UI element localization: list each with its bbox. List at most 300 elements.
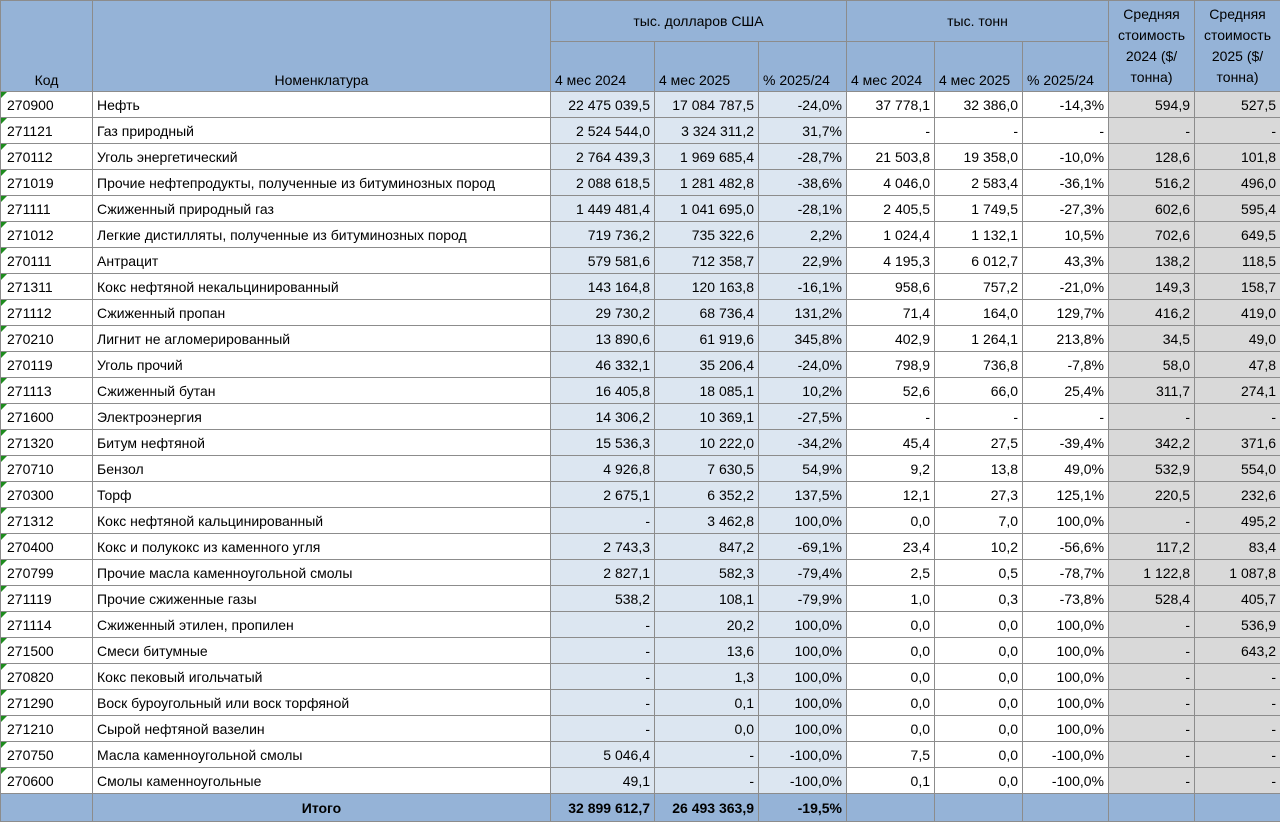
cell-avg-2025[interactable]: 595,4 [1195,196,1280,222]
cell-avg-2025[interactable]: - [1195,742,1280,768]
cell-usd-pct[interactable]: 100,0% [759,716,847,742]
cell-tons-2024[interactable]: 1,0 [847,586,935,612]
cell-tons-pct[interactable]: 49,0% [1023,456,1109,482]
cell-usd-2024[interactable]: - [551,638,655,664]
cell-tons-2024[interactable]: 2,5 [847,560,935,586]
cell-avg-2024[interactable]: 58,0 [1109,352,1195,378]
cell-tons-2024[interactable]: 958,6 [847,274,935,300]
header-tons-pct[interactable]: % 2025/24 [1023,42,1109,92]
cell-avg-2024[interactable]: - [1109,768,1195,794]
cell-name[interactable]: Уголь прочий [93,352,551,378]
cell-usd-2025[interactable]: 61 919,6 [655,326,759,352]
table-row[interactable] [1,456,1280,482]
table-row[interactable] [1,482,1280,508]
cell-code[interactable]: 271600 [1,404,93,430]
cell-tons-2025[interactable]: 164,0 [935,300,1023,326]
cell-usd-2025[interactable]: 68 736,4 [655,300,759,326]
cell-usd-2025[interactable]: - [655,742,759,768]
total-usd-2024[interactable]: 32 899 612,7 [551,794,655,822]
cell-name[interactable]: Сжиженный бутан [93,378,551,404]
cell-avg-2024[interactable]: 1 122,8 [1109,560,1195,586]
header-usd-2025[interactable]: 4 мес 2025 [655,42,759,92]
cell-tons-pct[interactable]: -21,0% [1023,274,1109,300]
cell-avg-2025[interactable]: - [1195,768,1280,794]
cell-code[interactable]: 270820 [1,664,93,690]
cell-tons-pct[interactable]: -7,8% [1023,352,1109,378]
cell-usd-2025[interactable]: 0,1 [655,690,759,716]
cell-tons-2025[interactable]: 19 358,0 [935,144,1023,170]
table-row[interactable] [1,742,1280,768]
cell-tons-2024[interactable]: 0,1 [847,768,935,794]
cell-usd-2024[interactable]: - [551,690,655,716]
cell-name[interactable]: Смеси битумные [93,638,551,664]
cell-tons-2024[interactable]: 0,0 [847,716,935,742]
cell-code[interactable]: 271019 [1,170,93,196]
cell-usd-2025[interactable]: 7 630,5 [655,456,759,482]
cell-avg-2025[interactable]: 405,7 [1195,586,1280,612]
table-row[interactable] [1,170,1280,196]
cell-tons-2025[interactable]: - [935,404,1023,430]
cell-usd-2024[interactable]: 4 926,8 [551,456,655,482]
total-tons-pct[interactable] [1023,794,1109,822]
cell-avg-2024[interactable]: - [1109,742,1195,768]
cell-code[interactable]: 270710 [1,456,93,482]
cell-usd-pct[interactable]: 100,0% [759,612,847,638]
cell-tons-2025[interactable]: 66,0 [935,378,1023,404]
cell-name[interactable]: Сырой нефтяной вазелин [93,716,551,742]
cell-tons-pct[interactable]: 100,0% [1023,612,1109,638]
cell-tons-pct[interactable]: -10,0% [1023,144,1109,170]
cell-tons-pct[interactable]: 100,0% [1023,508,1109,534]
header-name[interactable]: Номенклатура [93,1,551,92]
cell-avg-2025[interactable]: 232,6 [1195,482,1280,508]
cell-tons-2025[interactable]: 757,2 [935,274,1023,300]
cell-avg-2025[interactable]: - [1195,664,1280,690]
cell-usd-2024[interactable]: 14 306,2 [551,404,655,430]
cell-usd-2024[interactable]: 5 046,4 [551,742,655,768]
cell-name[interactable]: Сжиженный природный газ [93,196,551,222]
cell-avg-2024[interactable]: - [1109,508,1195,534]
cell-tons-pct[interactable]: 125,1% [1023,482,1109,508]
cell-usd-2025[interactable]: 20,2 [655,612,759,638]
cell-name[interactable]: Газ природный [93,118,551,144]
cell-avg-2025[interactable]: - [1195,716,1280,742]
header-avg-2025[interactable]: Средняя стоимость 2025 ($/тонна) [1195,1,1280,92]
total-tons-2024[interactable] [847,794,935,822]
cell-code[interactable]: 271210 [1,716,93,742]
cell-usd-2025[interactable]: 1 281 482,8 [655,170,759,196]
cell-code[interactable]: 271113 [1,378,93,404]
table-row[interactable] [1,378,1280,404]
cell-code[interactable]: 270600 [1,768,93,794]
cell-tons-2025[interactable]: 13,8 [935,456,1023,482]
cell-tons-pct[interactable]: -100,0% [1023,742,1109,768]
table-row[interactable] [1,144,1280,170]
cell-name[interactable]: Кокс пековый игольчатый [93,664,551,690]
cell-code[interactable]: 270750 [1,742,93,768]
cell-code[interactable]: 271012 [1,222,93,248]
table-row[interactable] [1,638,1280,664]
cell-avg-2025[interactable]: 118,5 [1195,248,1280,274]
table-row[interactable] [1,508,1280,534]
cell-tons-2025[interactable]: 6 012,7 [935,248,1023,274]
cell-code[interactable]: 271121 [1,118,93,144]
cell-usd-pct[interactable]: 31,7% [759,118,847,144]
cell-tons-2024[interactable]: 1 024,4 [847,222,935,248]
cell-tons-2024[interactable]: 0,0 [847,690,935,716]
cell-usd-2025[interactable]: 108,1 [655,586,759,612]
cell-usd-2024[interactable]: 15 536,3 [551,430,655,456]
cell-usd-pct[interactable]: -100,0% [759,768,847,794]
cell-usd-pct[interactable]: 10,2% [759,378,847,404]
header-code[interactable]: Код [1,1,93,92]
header-avg-2024[interactable]: Средняя стоимость 2024 ($/тонна) [1109,1,1195,92]
cell-tons-pct[interactable]: 25,4% [1023,378,1109,404]
cell-tons-2025[interactable]: 27,5 [935,430,1023,456]
cell-usd-pct[interactable]: -24,0% [759,352,847,378]
cell-tons-2024[interactable]: 12,1 [847,482,935,508]
cell-name[interactable]: Торф [93,482,551,508]
cell-tons-2024[interactable]: 402,9 [847,326,935,352]
cell-avg-2025[interactable]: 371,6 [1195,430,1280,456]
cell-tons-2024[interactable]: 52,6 [847,378,935,404]
cell-usd-2024[interactable]: 16 405,8 [551,378,655,404]
cell-tons-pct[interactable]: -27,3% [1023,196,1109,222]
cell-tons-2025[interactable]: 32 386,0 [935,92,1023,118]
cell-avg-2025[interactable]: 554,0 [1195,456,1280,482]
cell-usd-2024[interactable]: - [551,612,655,638]
table-row[interactable] [1,404,1280,430]
cell-name[interactable]: Кокс нефтяной кальцинированный [93,508,551,534]
cell-avg-2025[interactable]: 101,8 [1195,144,1280,170]
cell-name[interactable]: Антрацит [93,248,551,274]
total-code[interactable] [1,794,93,822]
total-row[interactable] [1,794,1280,822]
cell-tons-2025[interactable]: 27,3 [935,482,1023,508]
cell-tons-pct[interactable]: -78,7% [1023,560,1109,586]
cell-tons-2025[interactable]: 7,0 [935,508,1023,534]
cell-avg-2025[interactable]: 47,8 [1195,352,1280,378]
cell-usd-2025[interactable]: 13,6 [655,638,759,664]
table-row[interactable] [1,196,1280,222]
cell-usd-2025[interactable]: 17 084 787,5 [655,92,759,118]
cell-tons-2025[interactable]: 0,0 [935,612,1023,638]
cell-usd-pct[interactable]: -79,4% [759,560,847,586]
cell-tons-2025[interactable]: 10,2 [935,534,1023,560]
cell-name[interactable]: Лигнит не агломерированный [93,326,551,352]
cell-usd-2024[interactable]: 2 675,1 [551,482,655,508]
cell-tons-2024[interactable]: 798,9 [847,352,935,378]
cell-avg-2025[interactable]: 1 087,8 [1195,560,1280,586]
cell-usd-2025[interactable]: 35 206,4 [655,352,759,378]
table-row[interactable] [1,300,1280,326]
total-label[interactable]: Итого [93,794,551,822]
cell-code[interactable]: 271111 [1,196,93,222]
cell-tons-2024[interactable]: 0,0 [847,508,935,534]
cell-code[interactable]: 270400 [1,534,93,560]
cell-tons-pct[interactable]: - [1023,118,1109,144]
cell-avg-2024[interactable]: 516,2 [1109,170,1195,196]
header-usd-2024[interactable]: 4 мес 2024 [551,42,655,92]
table-row[interactable] [1,118,1280,144]
cell-tons-2025[interactable]: 0,0 [935,716,1023,742]
cell-usd-2025[interactable]: 735 322,6 [655,222,759,248]
cell-usd-pct[interactable]: 131,2% [759,300,847,326]
cell-usd-2024[interactable]: 579 581,6 [551,248,655,274]
cell-usd-pct[interactable]: -79,9% [759,586,847,612]
cell-avg-2024[interactable]: - [1109,612,1195,638]
cell-code[interactable]: 271112 [1,300,93,326]
cell-tons-pct[interactable]: - [1023,404,1109,430]
table-row[interactable] [1,612,1280,638]
cell-usd-2025[interactable]: 712 358,7 [655,248,759,274]
cell-avg-2024[interactable]: 34,5 [1109,326,1195,352]
table-row[interactable] [1,586,1280,612]
cell-avg-2025[interactable]: 158,7 [1195,274,1280,300]
total-avg-2024[interactable] [1109,794,1195,822]
cell-avg-2025[interactable]: 495,2 [1195,508,1280,534]
cell-tons-2024[interactable]: - [847,404,935,430]
cell-usd-pct[interactable]: -27,5% [759,404,847,430]
cell-avg-2025[interactable]: 643,2 [1195,638,1280,664]
cell-avg-2025[interactable]: 649,5 [1195,222,1280,248]
cell-usd-pct[interactable]: 100,0% [759,508,847,534]
cell-usd-pct[interactable]: -24,0% [759,92,847,118]
cell-usd-pct[interactable]: 100,0% [759,664,847,690]
cell-avg-2024[interactable]: 528,4 [1109,586,1195,612]
cell-usd-pct[interactable]: -69,1% [759,534,847,560]
cell-usd-2024[interactable]: 719 736,2 [551,222,655,248]
table-row[interactable] [1,326,1280,352]
table-row[interactable] [1,274,1280,300]
total-usd-pct[interactable]: -19,5% [759,794,847,822]
cell-name[interactable]: Бензол [93,456,551,482]
cell-usd-2025[interactable]: 120 163,8 [655,274,759,300]
header-tons-group[interactable]: тыс. тонн [847,1,1109,42]
cell-usd-2024[interactable]: - [551,508,655,534]
cell-avg-2024[interactable]: 138,2 [1109,248,1195,274]
cell-name[interactable]: Кокс нефтяной некальцинированный [93,274,551,300]
cell-tons-2024[interactable]: 9,2 [847,456,935,482]
cell-tons-pct[interactable]: 100,0% [1023,638,1109,664]
cell-tons-2025[interactable]: 0,3 [935,586,1023,612]
cell-usd-2025[interactable]: 847,2 [655,534,759,560]
table-row[interactable] [1,222,1280,248]
cell-name[interactable]: Масла каменноугольной смолы [93,742,551,768]
cell-name[interactable]: Прочие масла каменноугольной смолы [93,560,551,586]
cell-code[interactable]: 271500 [1,638,93,664]
table-row[interactable] [1,430,1280,456]
cell-avg-2024[interactable]: 117,2 [1109,534,1195,560]
cell-avg-2025[interactable]: - [1195,118,1280,144]
cell-tons-2024[interactable]: 4 195,3 [847,248,935,274]
total-tons-2025[interactable] [935,794,1023,822]
cell-avg-2024[interactable]: 128,6 [1109,144,1195,170]
cell-tons-2025[interactable]: 0,0 [935,690,1023,716]
table-row[interactable] [1,768,1280,794]
cell-tons-2024[interactable]: 0,0 [847,664,935,690]
cell-tons-pct[interactable]: 100,0% [1023,664,1109,690]
cell-tons-2024[interactable]: 37 778,1 [847,92,935,118]
cell-tons-2024[interactable]: 23,4 [847,534,935,560]
cell-usd-pct[interactable]: -34,2% [759,430,847,456]
table-row[interactable] [1,690,1280,716]
cell-usd-2025[interactable]: 1,3 [655,664,759,690]
cell-name[interactable]: Электроэнергия [93,404,551,430]
table-row[interactable] [1,534,1280,560]
cell-avg-2024[interactable]: 342,2 [1109,430,1195,456]
cell-usd-2024[interactable]: 46 332,1 [551,352,655,378]
cell-code[interactable]: 271290 [1,690,93,716]
total-usd-2025[interactable]: 26 493 363,9 [655,794,759,822]
cell-tons-pct[interactable]: 213,8% [1023,326,1109,352]
cell-usd-2025[interactable]: 18 085,1 [655,378,759,404]
header-tons-2025[interactable]: 4 мес 2025 [935,42,1023,92]
cell-avg-2024[interactable]: - [1109,118,1195,144]
cell-tons-2024[interactable]: 71,4 [847,300,935,326]
cell-usd-pct[interactable]: 137,5% [759,482,847,508]
cell-usd-pct[interactable]: 22,9% [759,248,847,274]
cell-avg-2024[interactable]: - [1109,664,1195,690]
cell-usd-pct[interactable]: -16,1% [759,274,847,300]
cell-tons-2024[interactable]: 0,0 [847,612,935,638]
cell-usd-pct[interactable]: -28,1% [759,196,847,222]
cell-usd-pct[interactable]: -100,0% [759,742,847,768]
cell-usd-2024[interactable]: 538,2 [551,586,655,612]
cell-avg-2024[interactable]: 149,3 [1109,274,1195,300]
cell-tons-pct[interactable]: -100,0% [1023,768,1109,794]
cell-tons-2025[interactable]: 0,0 [935,664,1023,690]
cell-avg-2024[interactable]: 702,6 [1109,222,1195,248]
table-row[interactable] [1,248,1280,274]
cell-usd-2025[interactable]: 10 222,0 [655,430,759,456]
cell-tons-pct[interactable]: -36,1% [1023,170,1109,196]
cell-avg-2024[interactable]: - [1109,404,1195,430]
cell-usd-2024[interactable]: 2 764 439,3 [551,144,655,170]
header-tons-2024[interactable]: 4 мес 2024 [847,42,935,92]
cell-code[interactable]: 271311 [1,274,93,300]
cell-usd-2025[interactable]: - [655,768,759,794]
cell-name[interactable]: Воск буроугольный или воск торфяной [93,690,551,716]
cell-code[interactable]: 270119 [1,352,93,378]
cell-tons-2025[interactable]: 0,0 [935,638,1023,664]
cell-tons-2025[interactable]: 0,0 [935,742,1023,768]
cell-tons-2025[interactable]: - [935,118,1023,144]
cell-usd-2025[interactable]: 0,0 [655,716,759,742]
cell-usd-pct[interactable]: 54,9% [759,456,847,482]
cell-tons-2025[interactable]: 2 583,4 [935,170,1023,196]
cell-code[interactable]: 271320 [1,430,93,456]
cell-tons-pct[interactable]: 100,0% [1023,716,1109,742]
cell-usd-2024[interactable]: 13 890,6 [551,326,655,352]
cell-code[interactable]: 270112 [1,144,93,170]
cell-avg-2024[interactable]: - [1109,716,1195,742]
cell-code[interactable]: 270111 [1,248,93,274]
cell-tons-pct[interactable]: 100,0% [1023,690,1109,716]
cell-usd-2024[interactable]: 1 449 481,4 [551,196,655,222]
cell-name[interactable]: Легкие дистилляты, полученные из битуминозных пород [93,222,551,248]
table-row[interactable] [1,664,1280,690]
table-row[interactable] [1,560,1280,586]
cell-avg-2024[interactable]: 416,2 [1109,300,1195,326]
table-row[interactable] [1,92,1280,118]
cell-usd-pct[interactable]: 100,0% [759,638,847,664]
cell-usd-2024[interactable]: - [551,716,655,742]
cell-avg-2024[interactable]: - [1109,638,1195,664]
cell-avg-2024[interactable]: 594,9 [1109,92,1195,118]
cell-usd-2025[interactable]: 1 041 695,0 [655,196,759,222]
cell-usd-2024[interactable]: 143 164,8 [551,274,655,300]
cell-avg-2025[interactable]: 49,0 [1195,326,1280,352]
cell-tons-2024[interactable]: - [847,118,935,144]
cell-tons-2024[interactable]: 4 046,0 [847,170,935,196]
cell-avg-2025[interactable]: 536,9 [1195,612,1280,638]
cell-tons-2025[interactable]: 1 264,1 [935,326,1023,352]
cell-usd-2025[interactable]: 582,3 [655,560,759,586]
cell-avg-2025[interactable]: 83,4 [1195,534,1280,560]
cell-code[interactable]: 270210 [1,326,93,352]
table-row[interactable] [1,352,1280,378]
cell-code[interactable]: 271114 [1,612,93,638]
cell-tons-2024[interactable]: 2 405,5 [847,196,935,222]
cell-tons-2024[interactable]: 0,0 [847,638,935,664]
cell-usd-2025[interactable]: 10 369,1 [655,404,759,430]
total-avg-2025[interactable] [1195,794,1280,822]
cell-avg-2025[interactable]: - [1195,690,1280,716]
cell-code[interactable]: 271312 [1,508,93,534]
cell-name[interactable]: Прочие сжиженные газы [93,586,551,612]
cell-usd-2025[interactable]: 6 352,2 [655,482,759,508]
cell-code[interactable]: 270900 [1,92,93,118]
cell-avg-2024[interactable]: - [1109,690,1195,716]
cell-avg-2024[interactable]: 220,5 [1109,482,1195,508]
cell-tons-2025[interactable]: 0,0 [935,768,1023,794]
cell-avg-2025[interactable]: - [1195,404,1280,430]
cell-tons-2024[interactable]: 7,5 [847,742,935,768]
cell-usd-pct[interactable]: -28,7% [759,144,847,170]
cell-avg-2025[interactable]: 274,1 [1195,378,1280,404]
cell-name[interactable]: Кокс и полукокс из каменного угля [93,534,551,560]
cell-name[interactable]: Прочие нефтепродукты, полученные из битуминозных пород [93,170,551,196]
cell-tons-pct[interactable]: -56,6% [1023,534,1109,560]
cell-tons-pct[interactable]: -14,3% [1023,92,1109,118]
cell-name[interactable]: Битум нефтяной [93,430,551,456]
cell-usd-pct[interactable]: 345,8% [759,326,847,352]
cell-avg-2024[interactable]: 311,7 [1109,378,1195,404]
cell-avg-2025[interactable]: 496,0 [1195,170,1280,196]
cell-name[interactable]: Сжиженный пропан [93,300,551,326]
cell-usd-2024[interactable]: 2 524 544,0 [551,118,655,144]
table-row[interactable] [1,716,1280,742]
cell-usd-2024[interactable]: 2 088 618,5 [551,170,655,196]
cell-avg-2025[interactable]: 419,0 [1195,300,1280,326]
cell-code[interactable]: 270799 [1,560,93,586]
cell-avg-2024[interactable]: 532,9 [1109,456,1195,482]
cell-name[interactable]: Смолы каменноугольные [93,768,551,794]
cell-tons-pct[interactable]: -73,8% [1023,586,1109,612]
cell-avg-2025[interactable]: 527,5 [1195,92,1280,118]
cell-tons-pct[interactable]: 129,7% [1023,300,1109,326]
header-usd-pct[interactable]: % 2025/24 [759,42,847,92]
cell-usd-2025[interactable]: 1 969 685,4 [655,144,759,170]
cell-usd-2025[interactable]: 3 462,8 [655,508,759,534]
cell-tons-2025[interactable]: 1 132,1 [935,222,1023,248]
cell-tons-pct[interactable]: 10,5% [1023,222,1109,248]
cell-avg-2024[interactable]: 602,6 [1109,196,1195,222]
header-usd-group[interactable]: тыс. долларов США [551,1,847,42]
cell-usd-2024[interactable]: - [551,664,655,690]
cell-usd-2024[interactable]: 22 475 039,5 [551,92,655,118]
